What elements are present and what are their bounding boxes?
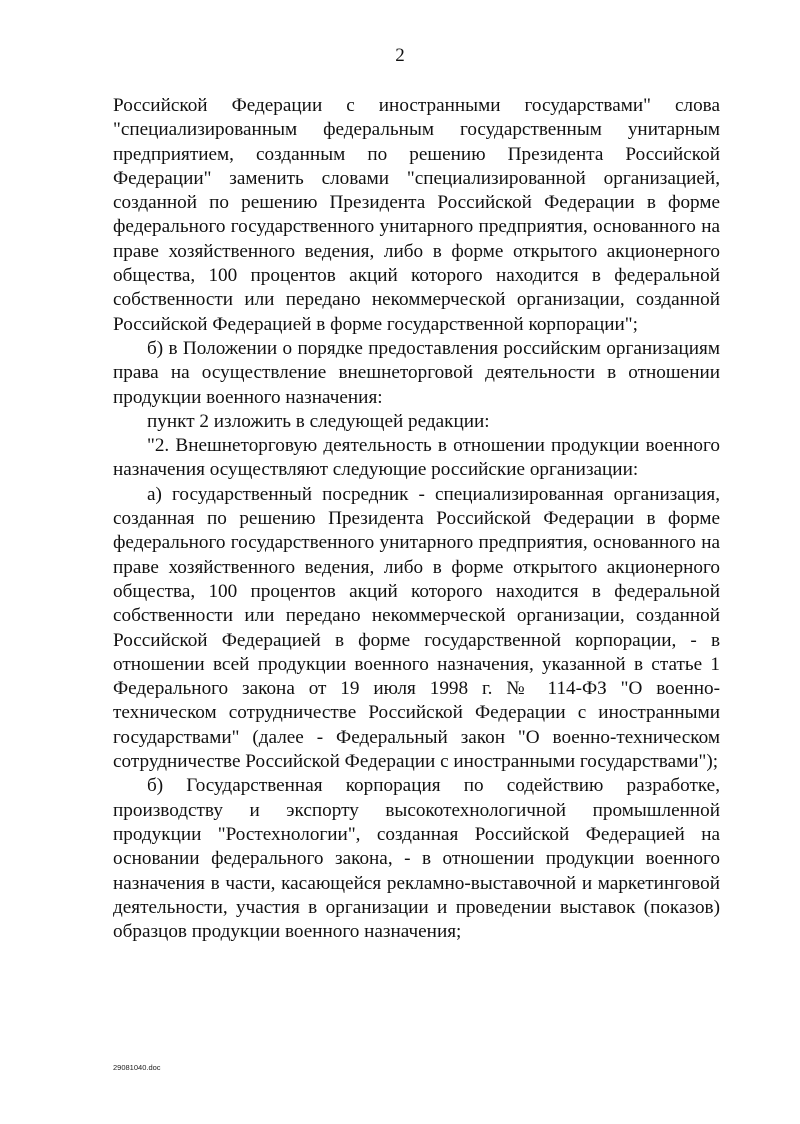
- paragraph-subitem-b: б) Государственная корпорация по содействию разработке, производству и экспорту высокотехнологичной промышленной продукции "Ростехнологии", созданная Российской Федерацией на основании федерального закона, - в отношении продукции военного назначения в части, касающейся рекламно-выставочной и маркетинговой деятельности, участия в организации и проведении выставок (показов) образцов продукции военного назначения;: [113, 775, 720, 943]
- page-number: 2: [395, 45, 405, 66]
- paragraph-item-b: б) в Положении о порядке предоставления российским организациям права на осуществление внешнеторговой деятельности в отношении продукции военного назначения:: [113, 337, 720, 408]
- paragraph-continuation: Российской Федерации с иностранными государствами" слова "специализированным федеральным государственным унитарным предприятием, созданным по решению Президента Российской Федерации" заменить словами "специализированной организацией, созданной по решению Президента Российской Федерации в форме федерального государственного унитарного предприятия, основанного на праве хозяйственного ведения, либо в форме открытого акционерного общества, 100 процентов акций которого находится в федеральной собственности или передано некоммерческой организации, созданной Российской Федерацией в форме государственной корпорации";: [113, 95, 720, 335]
- document-body: [113, 94, 720, 944]
- paragraph-point-2-intro: пункт 2 изложить в следующей редакции:: [147, 410, 490, 432]
- paragraph-subitem-a: а) государственный посредник - специализированная организация, созданная по решению Президента Российской Федерации в форме федерального государственного унитарного предприятия, основанного на праве хозяйственного ведения, либо в форме открытого акционерного общества, 100 процентов акций которого находится в федеральной собственности или передано некоммерческой организации, созданной Российской Федерацией в форме государственной корпорации, - в отношении всей продукции военного назначения, указанной в статье 1 Федерального закона от 19 июля 1998 г. № 114-ФЗ "О военно-техническом сотрудничестве Российской Федерации с иностранными государствами" (далее - Федеральный закон "О военно-техническом сотрудничестве Российской Федерации с иностранными государствами");: [113, 483, 720, 773]
- footer-document-code: 29081040.doc: [113, 1063, 161, 1072]
- paragraph-point-2-text: "2. Внешнеторговую деятельность в отношении продукции военного назначения осуществляют следующие российские организации:: [113, 435, 720, 481]
